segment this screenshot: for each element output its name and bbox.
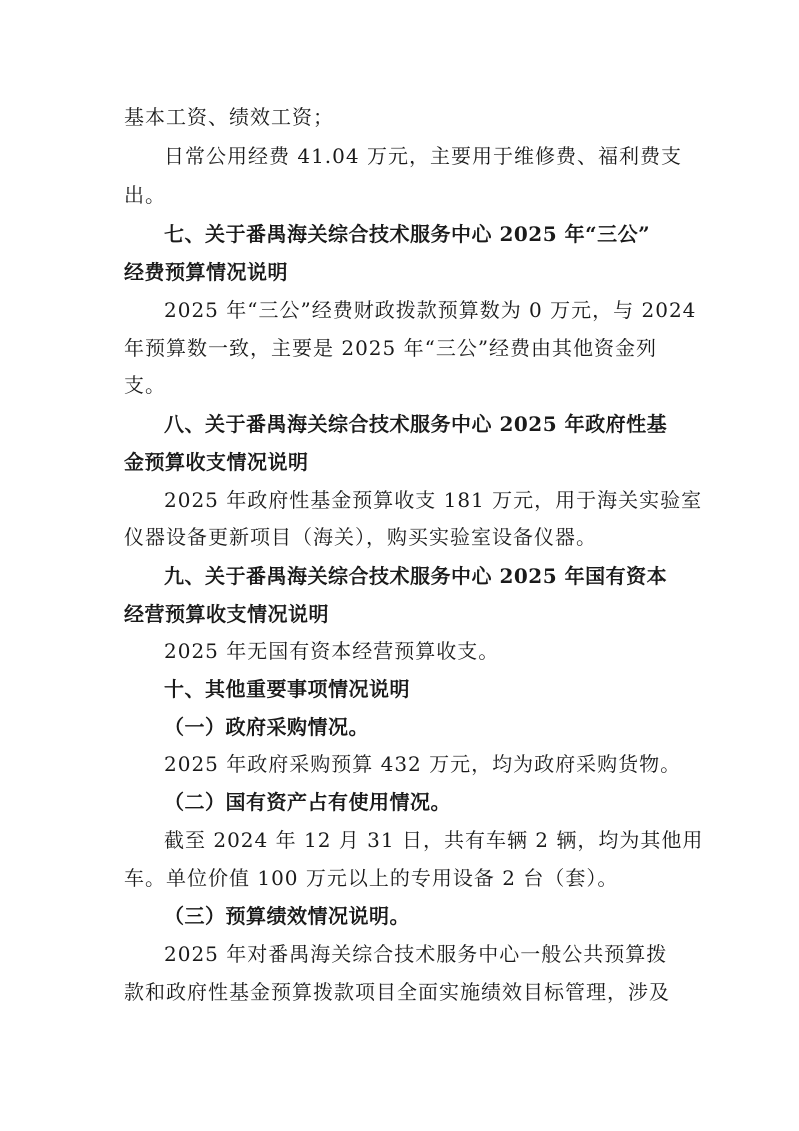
paragraph-line: 2025 年无国有资本经营预算收支。 — [164, 639, 500, 663]
subsection-heading-2: （二）国有资产占有使用情况。 — [164, 790, 451, 814]
section-heading-8-cont: 金预算收支情况说明 — [124, 450, 309, 474]
paragraph-line: 支。 — [124, 373, 166, 397]
section-heading-10: 十、其他重要事项情况说明 — [164, 677, 410, 701]
paragraph-line: 款和政府性基金预算拨款项目全面实施绩效目标管理，涉及 — [124, 980, 670, 1004]
section-heading-9-cont: 经营预算收支情况说明 — [124, 602, 329, 626]
section-heading-8: 八、关于番禺海关综合技术服务中心 2025 年政府性基 — [164, 412, 668, 436]
paragraph-line: 出。 — [124, 183, 166, 207]
paragraph-line: 2025 年政府性基金预算收支 181 万元，用于海关实验室 — [164, 488, 703, 512]
paragraph-line: 2025 年政府采购预算 432 万元，均为政府采购货物。 — [164, 752, 682, 776]
paragraph-line: 日常公用经费 41.04 万元，主要用于维修费、福利费支 — [164, 144, 682, 168]
paragraph-line: 基本工资、绩效工资； — [124, 105, 334, 129]
section-heading-9: 九、关于番禺海关综合技术服务中心 2025 年国有资本 — [164, 564, 668, 588]
paragraph-line: 2025 年对番禺海关综合技术服务中心一般公共预算拨 — [164, 942, 668, 966]
section-heading-7-cont: 经费预算情况说明 — [124, 260, 288, 284]
paragraph-line: 2025 年“三公”经费财政拨款预算数为 0 万元，与 2024 — [164, 298, 697, 322]
paragraph-line: 截至 2024 年 12 月 31 日，共有车辆 2 辆，均为其他用 — [164, 828, 704, 852]
paragraph-line: 仪器设备更新项目（海关），购买实验室设备仪器。 — [124, 525, 597, 549]
paragraph-line: 车。单位价值 100 万元以上的专用设备 2 台（套）。 — [124, 866, 619, 890]
subsection-heading-1: （一）政府采购情况。 — [164, 715, 369, 739]
section-heading-7: 七、关于番禺海关综合技术服务中心 2025 年“三公” — [164, 222, 651, 246]
paragraph-line: 年预算数一致，主要是 2025 年“三公”经费由其他资金列 — [124, 336, 658, 360]
subsection-heading-3: （三）预算绩效情况说明。 — [164, 904, 410, 928]
